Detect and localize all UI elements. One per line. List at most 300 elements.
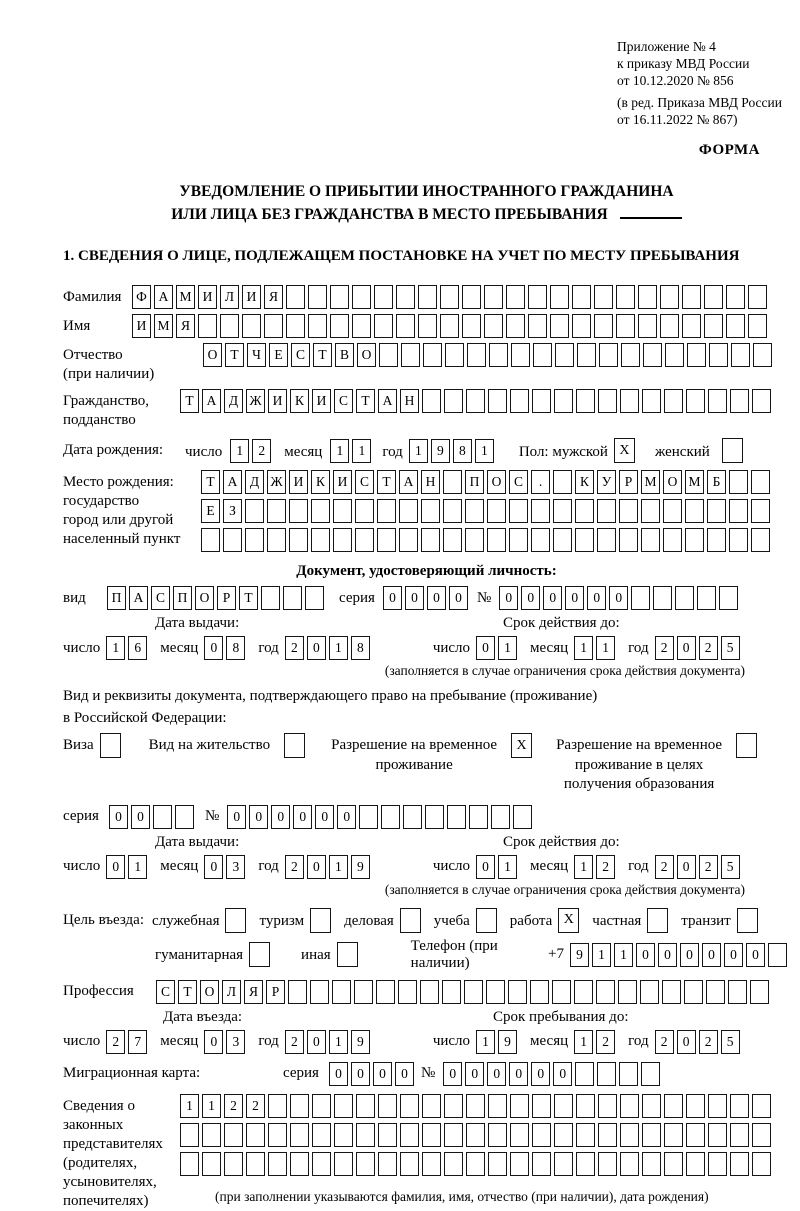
char-cell[interactable] [224, 1123, 243, 1147]
char-cell[interactable]: 3 [226, 1030, 245, 1054]
char-cell[interactable] [374, 314, 393, 338]
char-cell[interactable]: 1 [180, 1094, 199, 1118]
char-cell[interactable] [220, 314, 239, 338]
char-cell[interactable] [554, 1094, 573, 1118]
char-cell[interactable]: О [357, 343, 376, 367]
char-cell[interactable]: Д [224, 389, 243, 413]
char-cell[interactable] [202, 1123, 221, 1147]
char-cell[interactable] [352, 314, 371, 338]
char-cell[interactable]: И [312, 389, 331, 413]
char-cell[interactable]: 1 [574, 636, 593, 660]
char-cell[interactable] [576, 1094, 595, 1118]
char-cell[interactable] [466, 1094, 485, 1118]
char-cell[interactable]: И [268, 389, 287, 413]
char-cell[interactable] [180, 1152, 199, 1176]
char-cell[interactable]: 1 [475, 439, 494, 463]
char-cell[interactable] [268, 1094, 287, 1118]
char-cell[interactable] [752, 389, 771, 413]
char-cell[interactable] [330, 285, 349, 309]
char-cell[interactable] [576, 1123, 595, 1147]
char-cell[interactable] [531, 499, 550, 523]
char-cell[interactable]: 0 [329, 1062, 348, 1086]
char-cell[interactable]: 0 [521, 586, 540, 610]
char-cell[interactable] [376, 980, 395, 1004]
char-cell[interactable] [491, 805, 510, 829]
char-cell[interactable] [726, 285, 745, 309]
char-cell[interactable]: Р [619, 470, 638, 494]
char-cell[interactable] [356, 1094, 375, 1118]
char-cell[interactable]: 0 [405, 586, 424, 610]
char-cell[interactable] [751, 499, 770, 523]
char-cell[interactable] [653, 586, 672, 610]
char-cell[interactable] [180, 1123, 199, 1147]
char-cell[interactable]: 0 [476, 636, 495, 660]
char-cell[interactable] [466, 389, 485, 413]
char-cell[interactable]: . [531, 470, 550, 494]
char-cell[interactable]: 0 [609, 586, 628, 610]
char-cell[interactable] [619, 499, 638, 523]
char-cell[interactable] [726, 314, 745, 338]
char-cell[interactable] [508, 980, 527, 1004]
humanitarian-checkbox[interactable] [249, 942, 270, 967]
char-cell[interactable]: 8 [453, 439, 472, 463]
char-cell[interactable]: 1 [330, 439, 349, 463]
char-cell[interactable]: А [223, 470, 242, 494]
char-cell[interactable] [469, 805, 488, 829]
char-cell[interactable]: 0 [677, 855, 696, 879]
char-cell[interactable]: И [198, 285, 217, 309]
char-cell[interactable]: 0 [509, 1062, 528, 1086]
temp-residence-checkbox[interactable]: X [511, 733, 532, 758]
char-cell[interactable] [686, 1094, 705, 1118]
char-cell[interactable] [751, 470, 770, 494]
char-cell[interactable] [153, 805, 172, 829]
char-cell[interactable] [443, 528, 462, 552]
char-cell[interactable]: 0 [227, 805, 246, 829]
char-cell[interactable] [682, 314, 701, 338]
char-cell[interactable]: 2 [246, 1094, 265, 1118]
char-cell[interactable]: П [465, 470, 484, 494]
char-cell[interactable]: П [107, 586, 126, 610]
char-cell[interactable]: 9 [570, 943, 589, 967]
char-cell[interactable] [175, 805, 194, 829]
char-cell[interactable] [444, 1123, 463, 1147]
char-cell[interactable] [729, 499, 748, 523]
char-cell[interactable] [572, 285, 591, 309]
char-cell[interactable]: 2 [285, 1030, 304, 1054]
char-cell[interactable]: Н [400, 389, 419, 413]
char-cell[interactable]: 1 [476, 1030, 495, 1054]
char-cell[interactable]: Т [201, 470, 220, 494]
visa-checkbox[interactable] [100, 733, 121, 758]
char-cell[interactable] [286, 314, 305, 338]
char-cell[interactable] [577, 343, 596, 367]
char-cell[interactable] [378, 1094, 397, 1118]
char-cell[interactable] [597, 499, 616, 523]
char-cell[interactable]: 0 [204, 1030, 223, 1054]
char-cell[interactable]: 0 [307, 636, 326, 660]
char-cell[interactable] [377, 528, 396, 552]
char-cell[interactable] [729, 528, 748, 552]
char-cell[interactable]: Я [176, 314, 195, 338]
char-cell[interactable]: О [195, 586, 214, 610]
char-cell[interactable] [421, 499, 440, 523]
char-cell[interactable] [574, 980, 593, 1004]
char-cell[interactable] [422, 1152, 441, 1176]
char-cell[interactable] [312, 1123, 331, 1147]
char-cell[interactable] [660, 285, 679, 309]
char-cell[interactable] [311, 528, 330, 552]
char-cell[interactable] [378, 1152, 397, 1176]
char-cell[interactable]: 0 [307, 1030, 326, 1054]
char-cell[interactable] [509, 499, 528, 523]
char-cell[interactable] [442, 980, 461, 1004]
tourism-checkbox[interactable] [310, 908, 331, 933]
char-cell[interactable] [704, 285, 723, 309]
char-cell[interactable] [334, 1094, 353, 1118]
char-cell[interactable] [444, 1152, 463, 1176]
char-cell[interactable] [707, 528, 726, 552]
char-cell[interactable] [465, 499, 484, 523]
char-cell[interactable]: 6 [128, 636, 147, 660]
char-cell[interactable]: 0 [531, 1062, 550, 1086]
char-cell[interactable] [686, 1152, 705, 1176]
char-cell[interactable]: С [151, 586, 170, 610]
char-cell[interactable] [510, 389, 529, 413]
sex-female-checkbox[interactable] [722, 438, 743, 463]
char-cell[interactable] [631, 586, 650, 610]
char-cell[interactable]: 0 [724, 943, 743, 967]
char-cell[interactable]: Р [217, 586, 236, 610]
char-cell[interactable]: Ф [132, 285, 151, 309]
char-cell[interactable] [642, 1152, 661, 1176]
char-cell[interactable]: Я [244, 980, 263, 1004]
char-cell[interactable] [618, 980, 637, 1004]
char-cell[interactable]: Д [245, 470, 264, 494]
char-cell[interactable] [268, 1123, 287, 1147]
char-cell[interactable]: 9 [351, 1030, 370, 1054]
char-cell[interactable]: Т [180, 389, 199, 413]
char-cell[interactable]: И [132, 314, 151, 338]
char-cell[interactable] [550, 314, 569, 338]
char-cell[interactable]: И [242, 285, 261, 309]
char-cell[interactable] [768, 943, 787, 967]
char-cell[interactable]: 0 [395, 1062, 414, 1086]
char-cell[interactable] [489, 343, 508, 367]
char-cell[interactable]: 1 [498, 636, 517, 660]
char-cell[interactable]: К [311, 470, 330, 494]
char-cell[interactable] [224, 1152, 243, 1176]
char-cell[interactable]: М [641, 470, 660, 494]
char-cell[interactable] [620, 1123, 639, 1147]
sex-male-checkbox[interactable]: X [614, 438, 635, 463]
char-cell[interactable] [708, 1152, 727, 1176]
char-cell[interactable] [685, 499, 704, 523]
char-cell[interactable] [532, 389, 551, 413]
char-cell[interactable]: 0 [587, 586, 606, 610]
char-cell[interactable] [708, 389, 727, 413]
char-cell[interactable]: 1 [596, 636, 615, 660]
char-cell[interactable]: 0 [543, 586, 562, 610]
char-cell[interactable]: 0 [487, 1062, 506, 1086]
char-cell[interactable] [528, 285, 547, 309]
char-cell[interactable] [686, 1123, 705, 1147]
char-cell[interactable] [553, 528, 572, 552]
char-cell[interactable]: А [202, 389, 221, 413]
char-cell[interactable] [620, 389, 639, 413]
char-cell[interactable]: О [663, 470, 682, 494]
char-cell[interactable]: И [333, 470, 352, 494]
char-cell[interactable]: 0 [373, 1062, 392, 1086]
char-cell[interactable] [707, 499, 726, 523]
char-cell[interactable]: 2 [596, 855, 615, 879]
char-cell[interactable] [399, 528, 418, 552]
char-cell[interactable] [464, 980, 483, 1004]
char-cell[interactable] [312, 1152, 331, 1176]
char-cell[interactable]: 2 [655, 636, 674, 660]
char-cell[interactable]: С [509, 470, 528, 494]
char-cell[interactable]: 2 [596, 1030, 615, 1054]
char-cell[interactable] [422, 1094, 441, 1118]
char-cell[interactable] [708, 1094, 727, 1118]
char-cell[interactable] [398, 980, 417, 1004]
char-cell[interactable]: 9 [431, 439, 450, 463]
char-cell[interactable] [641, 528, 660, 552]
char-cell[interactable] [286, 285, 305, 309]
char-cell[interactable]: А [399, 470, 418, 494]
char-cell[interactable]: 0 [204, 636, 223, 660]
char-cell[interactable] [619, 1062, 638, 1086]
char-cell[interactable]: 3 [226, 855, 245, 879]
char-cell[interactable] [440, 314, 459, 338]
char-cell[interactable] [697, 586, 716, 610]
char-cell[interactable] [334, 1152, 353, 1176]
char-cell[interactable] [422, 1123, 441, 1147]
char-cell[interactable]: 2 [699, 636, 718, 660]
char-cell[interactable]: 2 [285, 636, 304, 660]
char-cell[interactable] [616, 314, 635, 338]
char-cell[interactable] [487, 499, 506, 523]
char-cell[interactable] [675, 586, 694, 610]
other-checkbox[interactable] [337, 942, 358, 967]
char-cell[interactable] [664, 1152, 683, 1176]
char-cell[interactable] [359, 805, 378, 829]
char-cell[interactable] [465, 528, 484, 552]
char-cell[interactable] [334, 1123, 353, 1147]
char-cell[interactable]: И [289, 470, 308, 494]
char-cell[interactable] [664, 1094, 683, 1118]
char-cell[interactable] [352, 285, 371, 309]
char-cell[interactable] [509, 528, 528, 552]
char-cell[interactable]: 1 [592, 943, 611, 967]
study-checkbox[interactable] [476, 908, 497, 933]
char-cell[interactable] [664, 389, 683, 413]
char-cell[interactable]: 1 [329, 636, 348, 660]
char-cell[interactable] [484, 285, 503, 309]
char-cell[interactable] [616, 285, 635, 309]
char-cell[interactable]: Т [377, 470, 396, 494]
char-cell[interactable] [242, 314, 261, 338]
char-cell[interactable] [378, 1123, 397, 1147]
char-cell[interactable] [308, 285, 327, 309]
char-cell[interactable] [553, 470, 572, 494]
char-cell[interactable] [576, 389, 595, 413]
char-cell[interactable]: 0 [499, 586, 518, 610]
char-cell[interactable] [572, 314, 591, 338]
char-cell[interactable]: Б [707, 470, 726, 494]
private-checkbox[interactable] [647, 908, 668, 933]
char-cell[interactable]: 0 [249, 805, 268, 829]
char-cell[interactable] [642, 1123, 661, 1147]
char-cell[interactable] [554, 1123, 573, 1147]
char-cell[interactable]: 1 [202, 1094, 221, 1118]
char-cell[interactable] [682, 285, 701, 309]
char-cell[interactable] [685, 528, 704, 552]
char-cell[interactable] [423, 343, 442, 367]
char-cell[interactable]: 1 [614, 943, 633, 967]
char-cell[interactable]: 0 [383, 586, 402, 610]
char-cell[interactable]: С [355, 470, 374, 494]
char-cell[interactable]: С [334, 389, 353, 413]
char-cell[interactable] [598, 1152, 617, 1176]
char-cell[interactable] [466, 1123, 485, 1147]
char-cell[interactable]: 5 [721, 1030, 740, 1054]
char-cell[interactable] [684, 980, 703, 1004]
char-cell[interactable]: М [685, 470, 704, 494]
char-cell[interactable] [290, 1094, 309, 1118]
char-cell[interactable]: 0 [746, 943, 765, 967]
char-cell[interactable] [333, 528, 352, 552]
char-cell[interactable] [553, 499, 572, 523]
char-cell[interactable]: О [200, 980, 219, 1004]
char-cell[interactable]: 0 [636, 943, 655, 967]
char-cell[interactable] [533, 343, 552, 367]
business-checkbox[interactable] [225, 908, 246, 933]
char-cell[interactable] [420, 980, 439, 1004]
char-cell[interactable] [598, 1123, 617, 1147]
char-cell[interactable]: 0 [131, 805, 150, 829]
char-cell[interactable] [510, 1094, 529, 1118]
char-cell[interactable]: 2 [106, 1030, 125, 1054]
char-cell[interactable] [418, 314, 437, 338]
char-cell[interactable]: 0 [680, 943, 699, 967]
char-cell[interactable] [488, 1123, 507, 1147]
char-cell[interactable] [575, 528, 594, 552]
char-cell[interactable] [267, 499, 286, 523]
char-cell[interactable]: М [176, 285, 195, 309]
char-cell[interactable]: 2 [655, 855, 674, 879]
char-cell[interactable] [484, 314, 503, 338]
char-cell[interactable] [506, 285, 525, 309]
char-cell[interactable] [396, 285, 415, 309]
char-cell[interactable]: 0 [271, 805, 290, 829]
char-cell[interactable]: 1 [230, 439, 249, 463]
char-cell[interactable] [748, 314, 767, 338]
char-cell[interactable] [511, 343, 530, 367]
commercial-checkbox[interactable] [400, 908, 421, 933]
char-cell[interactable]: 0 [443, 1062, 462, 1086]
char-cell[interactable] [202, 1152, 221, 1176]
char-cell[interactable] [245, 499, 264, 523]
char-cell[interactable] [554, 1152, 573, 1176]
residence-permit-checkbox[interactable] [284, 733, 305, 758]
char-cell[interactable] [400, 1123, 419, 1147]
char-cell[interactable] [443, 499, 462, 523]
char-cell[interactable]: 2 [699, 855, 718, 879]
char-cell[interactable] [753, 343, 772, 367]
char-cell[interactable] [619, 528, 638, 552]
char-cell[interactable]: Е [269, 343, 288, 367]
char-cell[interactable] [290, 1123, 309, 1147]
char-cell[interactable]: Ч [247, 343, 266, 367]
char-cell[interactable]: 0 [307, 855, 326, 879]
char-cell[interactable]: 1 [574, 855, 593, 879]
char-cell[interactable] [530, 980, 549, 1004]
char-cell[interactable]: 0 [427, 586, 446, 610]
char-cell[interactable]: 8 [226, 636, 245, 660]
char-cell[interactable]: П [173, 586, 192, 610]
char-cell[interactable] [642, 1094, 661, 1118]
char-cell[interactable] [664, 1123, 683, 1147]
char-cell[interactable]: 0 [565, 586, 584, 610]
char-cell[interactable] [638, 314, 657, 338]
char-cell[interactable] [289, 499, 308, 523]
char-cell[interactable]: 2 [699, 1030, 718, 1054]
char-cell[interactable] [399, 499, 418, 523]
char-cell[interactable] [488, 1152, 507, 1176]
char-cell[interactable] [599, 343, 618, 367]
char-cell[interactable] [268, 1152, 287, 1176]
char-cell[interactable]: З [223, 499, 242, 523]
char-cell[interactable]: 2 [285, 855, 304, 879]
char-cell[interactable] [488, 389, 507, 413]
char-cell[interactable] [751, 528, 770, 552]
char-cell[interactable]: 0 [702, 943, 721, 967]
char-cell[interactable] [662, 980, 681, 1004]
char-cell[interactable] [550, 285, 569, 309]
char-cell[interactable]: 7 [128, 1030, 147, 1054]
char-cell[interactable] [425, 805, 444, 829]
char-cell[interactable] [333, 499, 352, 523]
char-cell[interactable]: Я [264, 285, 283, 309]
char-cell[interactable]: С [156, 980, 175, 1004]
char-cell[interactable] [709, 343, 728, 367]
char-cell[interactable]: Н [421, 470, 440, 494]
transit-checkbox[interactable] [737, 908, 758, 933]
char-cell[interactable] [201, 528, 220, 552]
char-cell[interactable] [486, 980, 505, 1004]
char-cell[interactable] [354, 980, 373, 1004]
char-cell[interactable] [620, 1152, 639, 1176]
char-cell[interactable] [288, 980, 307, 1004]
char-cell[interactable]: 1 [329, 1030, 348, 1054]
char-cell[interactable] [575, 1062, 594, 1086]
char-cell[interactable] [597, 1062, 616, 1086]
char-cell[interactable] [246, 1123, 265, 1147]
char-cell[interactable] [261, 586, 280, 610]
char-cell[interactable] [643, 343, 662, 367]
char-cell[interactable] [223, 528, 242, 552]
char-cell[interactable] [462, 314, 481, 338]
char-cell[interactable] [663, 528, 682, 552]
char-cell[interactable] [719, 586, 738, 610]
char-cell[interactable]: Ж [267, 470, 286, 494]
char-cell[interactable] [488, 1094, 507, 1118]
char-cell[interactable] [728, 980, 747, 1004]
char-cell[interactable]: 1 [352, 439, 371, 463]
char-cell[interactable] [444, 1094, 463, 1118]
char-cell[interactable] [418, 285, 437, 309]
